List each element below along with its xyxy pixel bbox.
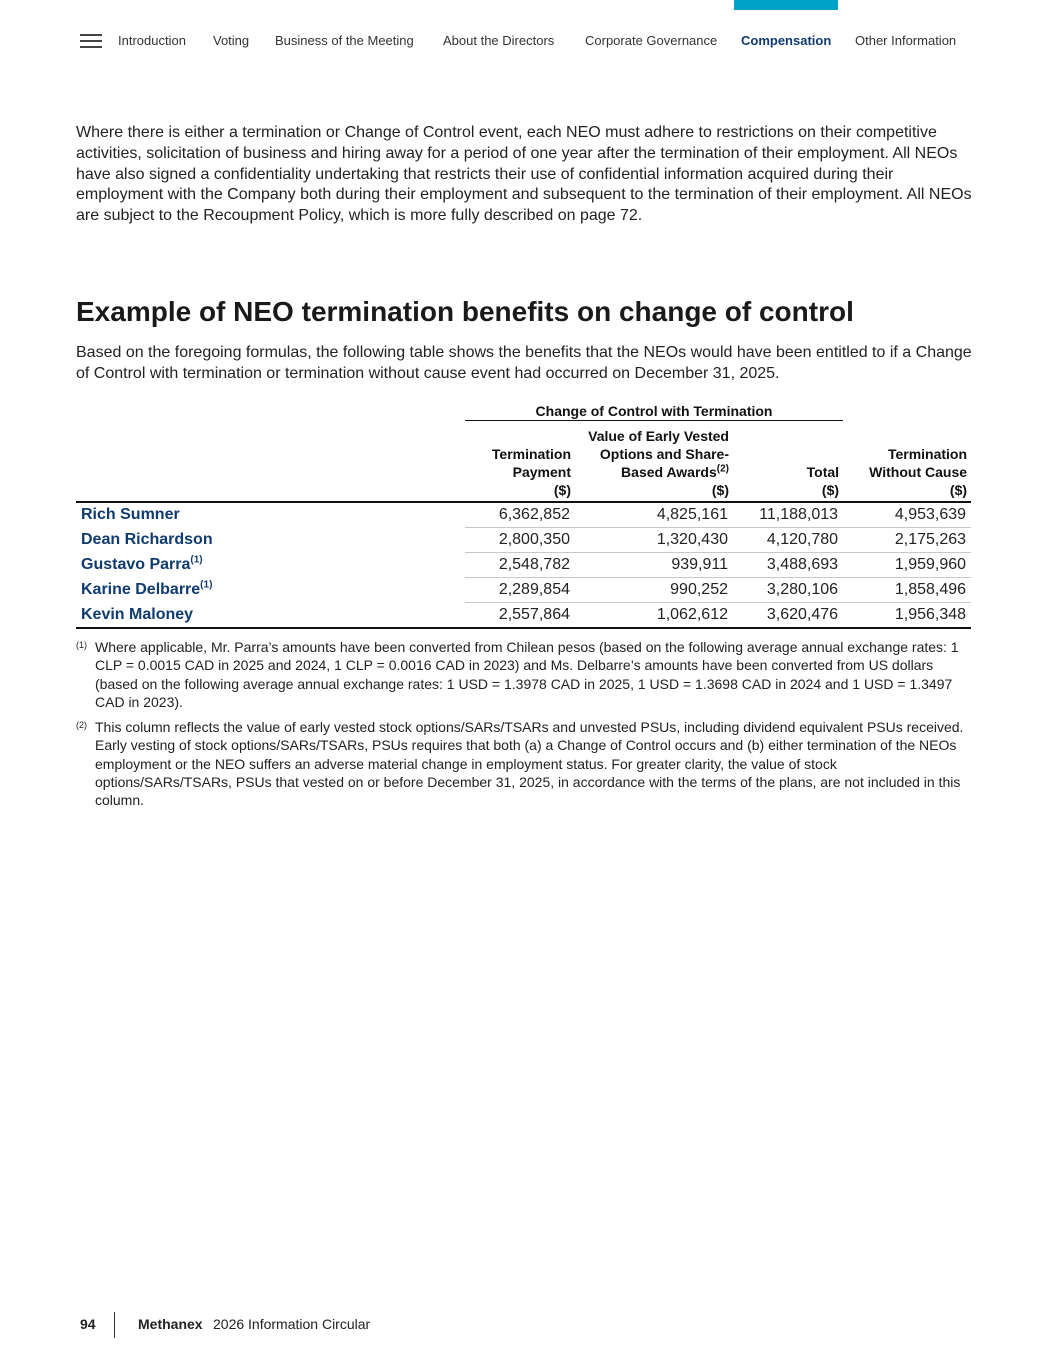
without-cause-cell: 1,959,960 <box>843 553 971 578</box>
neo-name: Karine Delbarre$^{(1)}$ <box>81 579 213 598</box>
total-cell: 3,620,476 <box>733 603 843 629</box>
nav-item-introduction[interactable]: Introduction <box>118 33 186 48</box>
total-cell: 3,488,693 <box>733 553 843 578</box>
termination-payment-cell: 6,362,852 <box>465 502 575 528</box>
footnote-text: This column reflects the value of early vested stock options/SARs/TSARs and unvested PSUs, including dividend equivalent PSUs received. Early vesting of stock options/SARs/TSARs, PSUs requires that both (a) a Change of Control occurs and (b) either termination of the NEOs employment or the NEO suffers an adverse material change in employment status. For greater clarity, the value of stock options/SARs/TSARs, PSUs that vested on or before December 31, 2025, in accordance with the terms of the plans, are not included in this column. <box>95 719 964 809</box>
top-navigation <box>0 0 1048 70</box>
intro-paragraph: Where there is either a termination or Change of Control event, each NEO must adhere to restrictions on their competitive activities, solicitation of business and hiring away for a period of one year after the termination of their employment. All NEOs have also signed a confidentiality undertaking that restricts their use of confidential information acquired during their employment with the Company both during their employment and subsequent to the termination of their employment. All NEOs are subject to the Recoupment Policy, which is more fully described on page 72. <box>76 124 972 225</box>
footer-brand: Methanex <box>138 1316 203 1332</box>
termination-payment-cell: 2,557,864 <box>465 603 575 629</box>
section-description: Based on the foregoing formulas, the following table shows the benefits that the NEOs would have been entitled to if a Change of Control with termination or termination without cause event had occurred on December 31, 2025. <box>76 344 972 382</box>
table-row <box>76 528 971 553</box>
footer-document-title: 2026 Information Circular <box>213 1316 371 1332</box>
nav-item-corporate-governance[interactable]: Corporate Governance <box>585 33 718 48</box>
early-vested-cell: 1,320,430 <box>575 528 733 553</box>
header-termination-payment: Termination Payment ($) <box>465 421 575 503</box>
nav-item-voting[interactable]: Voting <box>213 33 250 48</box>
early-vested-cell: 990,252 <box>575 578 733 603</box>
table-row <box>76 502 971 528</box>
nav-item-other-information[interactable]: Other Information <box>855 33 957 48</box>
without-cause-cell: 2,175,263 <box>843 528 971 553</box>
neo-name: Rich Sumner <box>81 506 180 524</box>
neo-name: Kevin Maloney <box>76 603 465 629</box>
header-early-vested-value: Value of Early Vested Options and Share- Based Awards$^{(2)}$ ($) <box>575 421 733 503</box>
termination-payment-cell: 2,289,854 <box>465 578 575 603</box>
footnote-ref: (2) <box>716 463 729 475</box>
neo-name: Gustavo Parra$^{(1)}$ <box>81 554 203 573</box>
footnote-text: Where applicable, Mr. Parra’s amounts have been converted from Chilean pesos (based on the following average annual exchange rates: 1 CLP = 0.0015 CAD in 2025 and 2024, 1 CLP = 0.0016 CAD in 2023) and Ms. Delbarre’s amounts have been converted from US dollars (based on the following average annual exchange rates: 1 USD = 1.3978 CAD in 2025, 1 USD = 1.3698 CAD in 2024 and 1 USD = 1.3497 CAD in 2023). <box>95 639 959 710</box>
group-header-change-of-control: Change of Control with Termination <box>465 398 843 421</box>
table-row <box>76 553 971 578</box>
footnote-marker: (1) <box>76 640 87 650</box>
nav-item-about-the-directors[interactable]: About the Directors <box>443 33 555 48</box>
without-cause-cell: 1,956,348 <box>843 603 971 629</box>
table-row <box>76 578 971 603</box>
early-vested-cell: 4,825,161 <box>575 502 733 528</box>
neo-name: Dean Richardson <box>81 531 213 548</box>
section-title: Example of NEO termination benefits on change of control <box>76 296 854 327</box>
nav-item-business-of-the-meeting[interactable]: Business of the Meeting <box>275 33 414 48</box>
early-vested-cell: 939,911 <box>575 553 733 578</box>
nav-item-compensation[interactable]: Compensation <box>741 33 832 48</box>
early-vested-cell: 1,062,612 <box>575 603 733 629</box>
page-number: 94 <box>80 1316 96 1332</box>
hamburger-menu-icon[interactable] <box>80 34 102 48</box>
termination-payment-cell: 2,800,350 <box>465 528 575 553</box>
active-tab-indicator <box>734 0 838 10</box>
footnote-marker: (2) <box>76 720 87 730</box>
without-cause-cell: 1,858,496 <box>843 578 971 603</box>
termination-payment-cell: 2,548,782 <box>465 553 575 578</box>
header-name <box>76 421 465 503</box>
total-cell: 11,188,013 <box>733 502 843 528</box>
header-total: Total ($) <box>733 421 843 503</box>
table-row <box>76 603 971 629</box>
without-cause-cell: 4,953,639 <box>843 502 971 528</box>
footer-divider <box>114 1312 115 1338</box>
header-termination-without-cause: Termination Without Cause ($) <box>843 421 971 503</box>
footnote-2 <box>76 718 976 809</box>
footnote-1 <box>76 638 976 711</box>
termination-benefits-table <box>76 398 971 629</box>
total-cell: 3,280,106 <box>733 578 843 603</box>
total-cell: 4,120,780 <box>733 528 843 553</box>
